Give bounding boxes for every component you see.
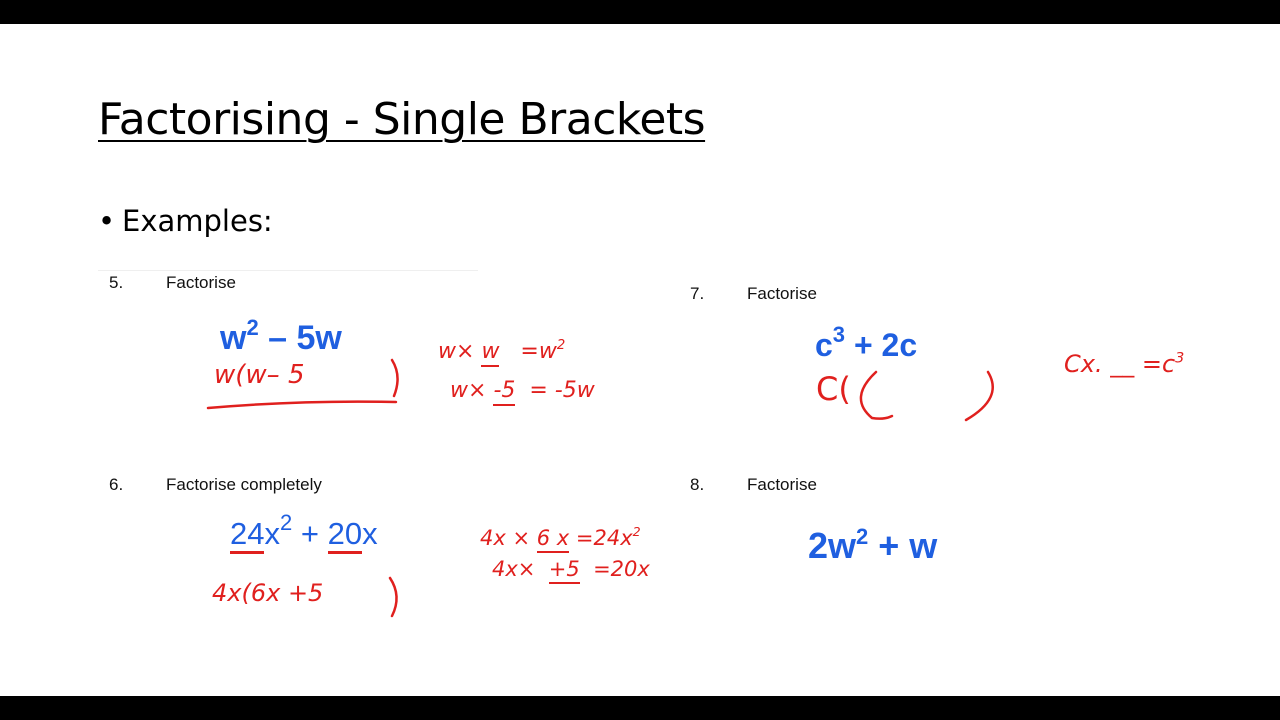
q5-answer-underline [208,402,396,408]
q7-expr-rest: + 2c [845,327,918,363]
q7-number: 7. [690,284,705,303]
q7-open-bracket [861,372,892,419]
q8-expr-base: 2w [808,525,857,566]
q6-expr-c: 20 [328,516,362,554]
q7-side-text: Cx. __ =c [1064,350,1176,378]
q5-w1-c: =w [520,339,557,364]
q6-expr-exponent: 2 [279,510,293,535]
q6-expr-b: x [264,516,280,551]
q5-w2-b: -5 [493,378,515,406]
q7-side-exp: 3 [1175,350,1185,367]
q5-working-line2 [450,378,595,403]
q5-expr-exponent: 2 [246,315,259,340]
q6-close-bracket [390,578,397,616]
q5-instruction: Factorise [166,273,236,292]
bullet-text: Examples: [122,204,273,238]
q5-expr-base: w [220,319,247,357]
q6-number: 6. [109,475,124,494]
q7-working-answer: C( [816,370,851,408]
q6-w2-a: 4x× [492,557,536,581]
q5-w2-c: = -5w [529,378,595,403]
q6-working-answer: 4x(6x +5 [212,579,324,607]
q6-expression [230,510,378,552]
slide [0,24,1280,696]
slide-title: Factorising - Single Brackets [98,94,706,145]
q8-expr-exponent: 2 [856,524,869,549]
q6-expr-a: 24 [230,516,264,554]
q8-expression [808,524,937,567]
q7-expr-exponent: 3 [832,322,846,347]
q6-expr-d: x [362,516,378,551]
q8-expr-rest: + w [868,525,938,566]
q5-close-bracket [392,360,398,396]
q7-working-side [1064,350,1184,378]
q6-w1-b: 6 x [537,526,569,553]
q6-working-line2 [492,557,650,581]
q6-working-line1 [480,524,641,550]
q7-expression [815,322,917,364]
q7-expr-base: c [815,327,833,363]
q5-w1-a: w× [438,339,475,364]
q6-w1-a: 4x × [480,526,531,550]
q5-working-answer: w(w– 5 [214,360,305,390]
q6-instruction: Factorise completely [166,475,322,494]
q6-w2-b: +5 [549,557,580,584]
q6-w1-c: =24x [575,526,633,550]
bullet-dot-icon: • [98,204,116,238]
q6-w2-c: =20x [593,557,650,581]
q7-close-bracket [966,372,993,420]
q6-expr-plus: + [292,516,328,551]
q5-expr-rest: – 5w [258,319,342,357]
q6-w1-exp: 2 [632,524,641,539]
q5-w1-b: w [481,339,499,367]
bullet-examples [98,204,273,238]
q8-instruction: Factorise [747,475,817,494]
q5-working-line1 [438,338,565,364]
q5-number: 5. [109,273,124,292]
divider [98,270,478,271]
q5-expression [220,315,342,358]
q8-number: 8. [690,475,705,494]
q7-instruction: Factorise [747,284,817,303]
q5-w1-exp: 2 [556,338,566,353]
q5-w2-a: w× [450,378,487,403]
